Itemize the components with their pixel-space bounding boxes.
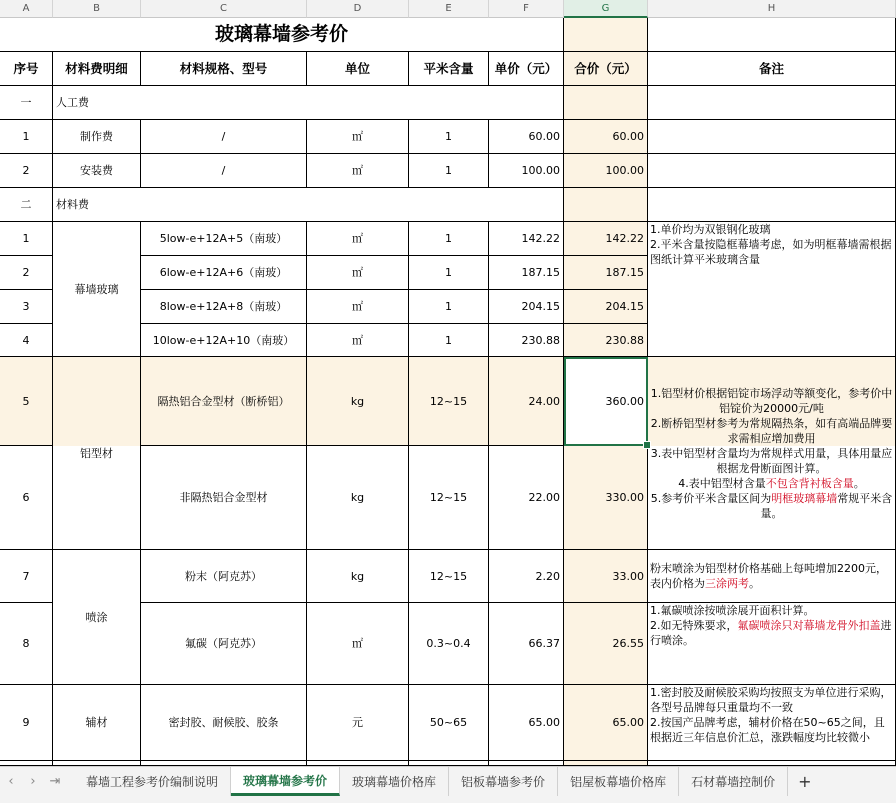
- spec-cell[interactable]: /: [141, 120, 307, 154]
- unit-cell[interactable]: kg: [307, 550, 409, 603]
- aluminum-remarks[interactable]: [648, 357, 896, 550]
- row-num[interactable]: 6: [0, 446, 53, 550]
- unit-cell[interactable]: ㎡: [307, 290, 409, 324]
- total-cell[interactable]: 230.88: [564, 324, 648, 357]
- material-name[interactable]: 制作费: [53, 120, 141, 154]
- price-cell[interactable]: 2.20: [489, 550, 564, 603]
- header-spec[interactable]: 材料规格、型号: [141, 52, 307, 86]
- glass-note-line: 1.单价均为双银钢化玻璃: [650, 223, 771, 236]
- cell-total[interactable]: [564, 86, 648, 120]
- price-cell[interactable]: 230.88: [489, 324, 564, 357]
- unit-cell[interactable]: kg: [307, 446, 409, 550]
- spec-cell[interactable]: 8low-e+12A+8（南玻）: [141, 290, 307, 324]
- status-bar: [0, 796, 896, 803]
- sheet-tab[interactable]: 铝板幕墙参考价: [449, 767, 558, 796]
- total-cell[interactable]: 187.15: [564, 256, 648, 290]
- aluminum-note-line: [678, 476, 865, 491]
- section-num[interactable]: 一: [0, 86, 53, 120]
- header-total[interactable]: 合价（元）: [564, 52, 648, 86]
- total-cell[interactable]: 60.00: [564, 120, 648, 154]
- row-num[interactable]: 8: [0, 603, 53, 685]
- column-header-b[interactable]: B: [53, 0, 141, 18]
- fluorocarbon-note-line: 1.氟碳喷涂按喷涂展开面积计算。: [650, 604, 815, 617]
- aluminum-category[interactable]: [53, 357, 141, 550]
- price-cell[interactable]: 22.00: [489, 446, 564, 550]
- aluminum-category-label: 铝型材: [80, 446, 113, 460]
- note-highlight: 不包含背衬板含量: [765, 476, 854, 490]
- column-header-f[interactable]: F: [489, 0, 564, 18]
- price-cell[interactable]: 24.00: [489, 357, 564, 446]
- row-num[interactable]: 1: [0, 222, 53, 256]
- note-text: 。: [853, 476, 865, 490]
- spec-cell[interactable]: 10low-e+12A+10（南玻）: [141, 324, 307, 357]
- powder-remarks[interactable]: [648, 550, 896, 603]
- spec-cell[interactable]: /: [141, 154, 307, 188]
- material-name[interactable]: 安装费: [53, 154, 141, 188]
- qty-cell[interactable]: 1: [409, 324, 489, 357]
- header-unit-price[interactable]: 单价（元）: [489, 52, 564, 86]
- note-text: 。: [749, 577, 760, 590]
- qty-cell[interactable]: 0.3~0.4: [409, 603, 489, 685]
- sheet-tab-active[interactable]: 玻璃幕墙参考价: [231, 767, 340, 796]
- fluorocarbon-note-line: [650, 618, 893, 648]
- fill-handle[interactable]: [643, 441, 651, 449]
- sheet-tab[interactable]: 玻璃幕墙价格库: [340, 767, 449, 796]
- spec-cell[interactable]: 粉末（阿克苏）: [141, 550, 307, 603]
- total-cell[interactable]: 204.15: [564, 290, 648, 324]
- unit-cell[interactable]: ㎡: [307, 324, 409, 357]
- qty-cell[interactable]: 50~65: [409, 685, 489, 761]
- header-seq[interactable]: 序号: [0, 52, 53, 86]
- glass-remarks[interactable]: [648, 222, 896, 357]
- cell-g1[interactable]: [564, 18, 648, 52]
- row-num[interactable]: 4: [0, 324, 53, 357]
- cell-remarks[interactable]: [648, 154, 896, 188]
- aluminum-note-line: 1.铝型材价根据铝锭市场浮动等额变化，参考价中铝锭价为20000元/吨: [650, 386, 893, 415]
- price-cell[interactable]: 60.00: [489, 120, 564, 154]
- qty-cell[interactable]: 1: [409, 154, 489, 188]
- note-highlight: 氟碳喷涂只对幕墙龙骨外扣盖: [737, 619, 881, 632]
- spec-cell[interactable]: 6low-e+12A+6（南玻）: [141, 256, 307, 290]
- aluminum-note-line: [650, 491, 893, 521]
- aluminum-note-line: 2.断桥铝型材参考为常规隔热条，如有高端品牌要求需相应增加费用: [650, 416, 893, 445]
- total-cell[interactable]: 100.00: [564, 154, 648, 188]
- unit-cell[interactable]: kg: [307, 357, 409, 446]
- row-num[interactable]: 2: [0, 256, 53, 290]
- sheet-tab[interactable]: 铝屋板幕墙价格库: [558, 767, 679, 796]
- price-cell[interactable]: 100.00: [489, 154, 564, 188]
- unit-cell[interactable]: ㎡: [307, 256, 409, 290]
- section-num[interactable]: 二: [0, 188, 53, 222]
- note-text: 常规平米含量。: [760, 491, 893, 520]
- cell-total[interactable]: [564, 188, 648, 222]
- spec-cell[interactable]: 密封胶、耐候胶、胶条: [141, 685, 307, 761]
- powder-note: [650, 561, 893, 591]
- column-header-e[interactable]: E: [409, 0, 489, 18]
- sheet-tab-bar: [0, 766, 896, 796]
- unit-cell[interactable]: ㎡: [307, 120, 409, 154]
- unit-cell[interactable]: 元: [307, 685, 409, 761]
- sheet-tab[interactable]: 石材幕墙控制价: [679, 767, 788, 796]
- cell-h1[interactable]: [648, 18, 896, 52]
- qty-cell[interactable]: 12~15: [409, 550, 489, 603]
- price-cell[interactable]: 187.15: [489, 256, 564, 290]
- header-material-detail[interactable]: 材料费明细: [53, 52, 141, 86]
- row-num[interactable]: 3: [0, 290, 53, 324]
- column-header-a[interactable]: A: [0, 0, 53, 18]
- header-unit[interactable]: 单位: [307, 52, 409, 86]
- qty-cell[interactable]: 12~15: [409, 446, 489, 550]
- header-remarks[interactable]: 备注: [648, 52, 896, 86]
- total-cell-selected[interactable]: 360.00: [564, 357, 648, 446]
- qty-cell[interactable]: 1: [409, 120, 489, 154]
- glass-category[interactable]: 幕墙玻璃: [53, 222, 141, 357]
- spec-cell[interactable]: 隔热铝合金型材（断桥铝）: [141, 357, 307, 446]
- price-cell[interactable]: 142.22: [489, 222, 564, 256]
- spec-cell[interactable]: 氟碳（阿克苏）: [141, 603, 307, 685]
- total-cell[interactable]: 142.22: [564, 222, 648, 256]
- fluorocarbon-remarks[interactable]: [648, 603, 896, 685]
- qty-cell[interactable]: 1: [409, 222, 489, 256]
- qty-cell[interactable]: 1: [409, 256, 489, 290]
- auxiliary-remarks[interactable]: [648, 685, 896, 761]
- spec-cell[interactable]: 非隔热铝合金型材: [141, 446, 307, 550]
- auxiliary-note-line: 2.按国产品牌考虑，辅材价格在50~65之间，且根据近三年信息价汇总，涨跌幅度均比较微小: [650, 716, 885, 744]
- column-header-h[interactable]: H: [648, 0, 896, 18]
- row-num[interactable]: 7: [0, 550, 53, 603]
- section-label[interactable]: 材料费: [53, 188, 564, 222]
- unit-cell[interactable]: ㎡: [307, 222, 409, 256]
- price-cell[interactable]: 204.15: [489, 290, 564, 324]
- section-label[interactable]: 人工费: [53, 86, 564, 120]
- note-text: 进行喷涂。: [650, 619, 892, 647]
- header-qty[interactable]: 平米含量: [409, 52, 489, 86]
- spec-cell[interactable]: 5low-e+12A+5（南玻）: [141, 222, 307, 256]
- chevron-right-icon[interactable]: ›: [30, 774, 36, 789]
- row-num[interactable]: 1: [0, 120, 53, 154]
- total-cell[interactable]: 65.00: [564, 685, 648, 761]
- total-cell[interactable]: 26.55: [564, 603, 648, 685]
- last-sheet-icon[interactable]: ⇥: [49, 774, 61, 789]
- column-header-d[interactable]: D: [307, 0, 409, 18]
- note-text: 粉末喷涂为铝型材价格基础上每吨增加2200元，表内价格为: [650, 562, 887, 590]
- auxiliary-note-line: 1.密封胶及耐候胶采购均按照支为单位进行采购，各型号品牌每只重量均不一致: [650, 686, 892, 714]
- cell-remarks[interactable]: [648, 188, 896, 222]
- coating-category[interactable]: 喷涂: [53, 550, 141, 685]
- total-cell[interactable]: 330.00: [564, 446, 648, 550]
- auxiliary-category[interactable]: 辅材: [53, 685, 141, 761]
- cell-remarks[interactable]: [648, 120, 896, 154]
- price-cell[interactable]: 66.37: [489, 603, 564, 685]
- unit-cell[interactable]: ㎡: [307, 603, 409, 685]
- sheet-tab[interactable]: 幕墙工程参考价编制说明: [74, 767, 231, 796]
- qty-cell[interactable]: 12~15: [409, 357, 489, 446]
- column-header-c[interactable]: C: [141, 0, 307, 18]
- price-cell[interactable]: 65.00: [489, 685, 564, 761]
- chevron-left-icon[interactable]: ‹: [8, 774, 14, 789]
- note-text: 4.表中铝型材含量: [678, 476, 766, 490]
- column-header-g[interactable]: G: [564, 0, 648, 18]
- cell-remarks[interactable]: [648, 86, 896, 120]
- row-num[interactable]: 5: [0, 357, 53, 446]
- qty-cell[interactable]: 1: [409, 290, 489, 324]
- total-cell[interactable]: 33.00: [564, 550, 648, 603]
- note-highlight: 明框玻璃幕墙: [771, 491, 838, 505]
- unit-cell[interactable]: ㎡: [307, 154, 409, 188]
- note-text: 5.参考价平米含量区间为: [650, 491, 772, 505]
- row-num[interactable]: 2: [0, 154, 53, 188]
- add-sheet-icon[interactable]: +: [798, 772, 812, 791]
- note-text: 2.如无特殊要求，: [650, 619, 738, 632]
- row-num[interactable]: 9: [0, 685, 53, 761]
- sheet-title[interactable]: 玻璃幕墙参考价: [0, 18, 564, 52]
- note-highlight: 三涂两考: [705, 577, 749, 590]
- aluminum-note-line: 3.表中铝型材含量均为常规样式用量，具体用量应根据龙骨断面图计算。: [650, 446, 893, 475]
- glass-note-line: 2.平米含量按隐框幕墙考虑，如为明框幕墙需根据图纸计算平米玻璃含量: [650, 238, 892, 266]
